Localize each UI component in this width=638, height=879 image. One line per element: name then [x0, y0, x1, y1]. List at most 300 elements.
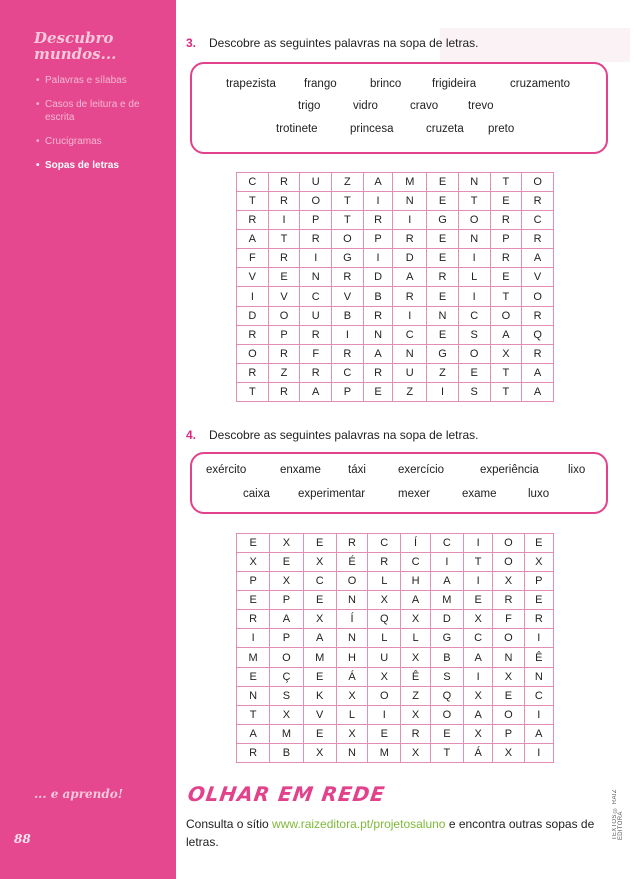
grid-cell: E [427, 173, 459, 192]
grid-row [237, 629, 554, 648]
grid-cell: M [393, 173, 427, 192]
grid-cell: R [427, 268, 459, 287]
grid-cell: E [303, 724, 336, 743]
grid-cell: C [368, 534, 401, 553]
grid-row [237, 686, 554, 705]
grid-row [237, 591, 554, 610]
grid-cell: X [303, 610, 336, 629]
grid-row [237, 743, 554, 762]
grid-row [237, 230, 554, 249]
grid-cell: X [464, 610, 493, 629]
grid-cell: G [332, 249, 364, 268]
grid-cell: Í [336, 610, 367, 629]
grid-cell: R [237, 325, 269, 344]
exercise-3-letter-grid [236, 172, 554, 402]
grid-cell: O [493, 534, 524, 553]
grid-cell: C [393, 325, 427, 344]
grid-cell: P [363, 230, 393, 249]
grid-cell: T [237, 192, 269, 211]
grid-cell: M [303, 648, 336, 667]
grid-cell: C [300, 287, 332, 306]
grid-cell: Z [427, 363, 459, 382]
grid-cell: I [427, 382, 459, 401]
grid-cell: Z [393, 382, 427, 401]
grid-cell: R [524, 610, 553, 629]
grid-cell: A [363, 173, 393, 192]
grid-cell: O [268, 306, 300, 325]
grid-cell: Ê [401, 667, 430, 686]
grid-cell: L [368, 629, 401, 648]
grid-cell: R [237, 610, 270, 629]
grid-cell: R [336, 534, 367, 553]
grid-cell: R [522, 192, 554, 211]
grid-row [237, 344, 554, 363]
grid-row [237, 192, 554, 211]
grid-cell: X [401, 610, 430, 629]
grid-row [237, 382, 554, 401]
consulta-suffix: e encontra outras sopas de letras. [186, 817, 595, 849]
grid-cell: A [430, 572, 463, 591]
grid-cell: Q [430, 686, 463, 705]
grid-cell: X [368, 667, 401, 686]
grid-cell: T [458, 192, 490, 211]
grid-cell: E [493, 686, 524, 705]
sidebar-item-sopas: • Sopas de letras [36, 159, 171, 172]
grid-cell: T [332, 192, 364, 211]
word-item: trevo [468, 100, 494, 112]
grid-cell: X [464, 724, 493, 743]
grid-cell: R [300, 230, 332, 249]
grid-cell: E [490, 268, 522, 287]
grid-cell: R [332, 268, 364, 287]
word-item: cruzamento [510, 78, 571, 90]
grid-cell: X [524, 553, 553, 572]
word-item: exame [462, 488, 497, 500]
grid-cell: T [268, 230, 300, 249]
grid-cell: O [336, 572, 367, 591]
grid-cell: X [368, 591, 401, 610]
grid-cell: P [332, 382, 364, 401]
grid-cell: T [464, 553, 493, 572]
word-item: táxi [348, 464, 366, 476]
grid-cell: X [493, 572, 524, 591]
grid-cell: F [237, 249, 269, 268]
grid-cell: R [522, 230, 554, 249]
grid-cell: A [303, 629, 336, 648]
grid-cell: S [430, 667, 463, 686]
grid-cell: N [336, 591, 367, 610]
grid-cell: E [524, 534, 553, 553]
grid-cell: N [336, 743, 367, 762]
exercise-3-text: Descobre as seguintes palavras na sopa de letras. [209, 36, 479, 50]
grid-cell: I [237, 287, 269, 306]
grid-cell: P [270, 591, 303, 610]
grid-cell: K [303, 686, 336, 705]
grid-cell: C [237, 173, 269, 192]
grid-cell: E [237, 667, 270, 686]
sidebar-bottom-title: ... e aprendo! [34, 787, 124, 801]
grid-cell: R [401, 724, 430, 743]
grid-cell: F [300, 344, 332, 363]
grid-cell: X [336, 724, 367, 743]
grid-cell: X [401, 648, 430, 667]
grid-cell: P [300, 211, 332, 230]
page-number: 88 [14, 832, 31, 846]
word-item: enxame [280, 464, 321, 476]
grid-cell: I [393, 211, 427, 230]
grid-cell: P [490, 230, 522, 249]
grid-cell: E [303, 534, 336, 553]
grid-cell: I [458, 249, 490, 268]
grid-cell: N [237, 686, 270, 705]
word-item: brinco [370, 78, 402, 90]
grid-cell: M [270, 724, 303, 743]
grid-cell: C [464, 629, 493, 648]
grid-cell: I [393, 306, 427, 325]
grid-cell: X [303, 743, 336, 762]
grid-row [237, 249, 554, 268]
grid-cell: C [430, 534, 463, 553]
grid-cell: O [332, 230, 364, 249]
grid-cell: C [458, 306, 490, 325]
grid-cell: O [522, 287, 554, 306]
grid-cell: E [524, 591, 553, 610]
grid-cell: Í [401, 534, 430, 553]
grid-cell: P [493, 724, 524, 743]
sidebar-item-casos: • Casos de leitura e de escrita [36, 98, 171, 124]
grid-cell: R [237, 743, 270, 762]
grid-row [237, 211, 554, 230]
grid-cell: E [458, 363, 490, 382]
grid-cell: N [393, 344, 427, 363]
grid-cell: R [363, 211, 393, 230]
word-item: vidro [353, 100, 378, 112]
grid-cell: R [237, 363, 269, 382]
grid-cell: U [393, 363, 427, 382]
word-item: trigo [298, 100, 321, 112]
grid-cell: B [363, 287, 393, 306]
grid-cell: N [300, 268, 332, 287]
grid-cell: N [524, 667, 553, 686]
grid-cell: T [490, 287, 522, 306]
grid-cell: A [393, 268, 427, 287]
grid-cell: A [363, 344, 393, 363]
grid-cell: S [270, 686, 303, 705]
grid-row [237, 724, 554, 743]
grid-cell: X [401, 705, 430, 724]
grid-cell: X [303, 553, 336, 572]
grid-cell: I [524, 743, 553, 762]
grid-cell: A [237, 724, 270, 743]
grid-cell: C [332, 363, 364, 382]
grid-cell: N [427, 306, 459, 325]
grid-cell: A [522, 382, 554, 401]
grid-cell: O [237, 344, 269, 363]
sidebar-menu [36, 74, 171, 183]
grid-cell: T [490, 173, 522, 192]
grid-cell: O [458, 211, 490, 230]
grid-row [237, 363, 554, 382]
grid-cell: T [237, 705, 270, 724]
olhar-em-rede-title: OLHAR EM REDE [186, 782, 387, 806]
grid-cell: É [336, 553, 367, 572]
grid-cell: I [524, 629, 553, 648]
word-item: lixo [568, 464, 586, 476]
grid-cell: Q [368, 610, 401, 629]
grid-cell: R [493, 591, 524, 610]
grid-cell: U [300, 306, 332, 325]
grid-cell: U [368, 648, 401, 667]
grid-cell: M [430, 591, 463, 610]
grid-cell: V [268, 287, 300, 306]
word-item: frango [304, 78, 337, 90]
grid-cell: E [427, 249, 459, 268]
grid-cell: R [393, 230, 427, 249]
grid-cell: I [300, 249, 332, 268]
grid-cell: T [332, 211, 364, 230]
grid-cell: I [368, 705, 401, 724]
grid-cell: L [401, 629, 430, 648]
exercise-3-number: 3. [186, 36, 197, 50]
grid-cell: C [522, 211, 554, 230]
sidebar-item-crucigramas: • Crucigramas [36, 135, 171, 148]
grid-cell: P [268, 325, 300, 344]
grid-cell: A [270, 610, 303, 629]
grid-cell: R [332, 344, 364, 363]
grid-cell: V [332, 287, 364, 306]
grid-cell: A [464, 648, 493, 667]
grid-row [237, 572, 554, 591]
grid-cell: O [430, 705, 463, 724]
grid-cell: E [303, 667, 336, 686]
grid-cell: I [237, 629, 270, 648]
grid-cell: O [493, 629, 524, 648]
grid-cell: R [490, 211, 522, 230]
grid-cell: X [493, 667, 524, 686]
grid-cell: A [522, 249, 554, 268]
grid-cell: T [490, 382, 522, 401]
grid-cell: A [401, 591, 430, 610]
sidebar-title: Descubro mundos... [34, 29, 117, 63]
exercise-4-letter-grid [236, 533, 554, 763]
word-item: exército [206, 464, 247, 476]
grid-cell: E [368, 724, 401, 743]
grid-cell: R [363, 363, 393, 382]
grid-cell: E [237, 534, 270, 553]
word-item: princesa [350, 123, 394, 135]
grid-cell: X [270, 534, 303, 553]
grid-cell: C [524, 686, 553, 705]
grid-cell: A [490, 325, 522, 344]
grid-cell: E [490, 192, 522, 211]
exercise-4-word-box [190, 452, 608, 514]
grid-cell: I [363, 192, 393, 211]
grid-cell: P [524, 572, 553, 591]
grid-cell: Ç [270, 667, 303, 686]
grid-cell: R [300, 363, 332, 382]
grid-cell: M [237, 648, 270, 667]
grid-cell: G [427, 211, 459, 230]
grid-cell: D [363, 268, 393, 287]
consulta-prefix: Consulta o sítio [186, 817, 273, 831]
grid-cell: O [493, 705, 524, 724]
grid-row [237, 287, 554, 306]
grid-cell: Z [401, 686, 430, 705]
word-item: experiência [480, 464, 539, 476]
grid-cell: N [458, 230, 490, 249]
grid-cell: X [464, 686, 493, 705]
grid-cell: V [303, 705, 336, 724]
grid-cell: A [524, 724, 553, 743]
sidebar [0, 0, 176, 879]
grid-cell: D [237, 306, 269, 325]
grid-cell: R [522, 306, 554, 325]
grid-cell: R [363, 306, 393, 325]
grid-cell: R [368, 553, 401, 572]
grid-cell: G [427, 344, 459, 363]
grid-cell: G [430, 629, 463, 648]
grid-row [237, 534, 554, 553]
olhar-em-rede-text [186, 815, 618, 851]
grid-cell: E [430, 724, 463, 743]
grid-cell: I [464, 572, 493, 591]
exercise-4-text: Descobre as seguintes palavras na sopa de letras. [209, 428, 479, 442]
grid-cell: E [427, 192, 459, 211]
grid-cell: R [490, 249, 522, 268]
grid-cell: Á [336, 667, 367, 686]
grid-cell: L [336, 705, 367, 724]
word-item: cravo [410, 100, 439, 112]
grid-cell: T [490, 363, 522, 382]
grid-cell: Ê [524, 648, 553, 667]
grid-cell: R [300, 325, 332, 344]
exercise-4-number: 4. [186, 428, 197, 442]
grid-cell: U [300, 173, 332, 192]
grid-cell: E [427, 230, 459, 249]
grid-cell: A [237, 230, 269, 249]
grid-cell: E [427, 325, 459, 344]
grid-cell: D [393, 249, 427, 268]
grid-cell: R [268, 344, 300, 363]
sidebar-item-palavras: • Palavras e sílabas [36, 74, 171, 87]
grid-cell: A [464, 705, 493, 724]
grid-cell: L [368, 572, 401, 591]
grid-cell: N [493, 648, 524, 667]
exercise-3-instruction [186, 36, 479, 50]
grid-cell: T [430, 743, 463, 762]
word-item: trotinete [276, 123, 318, 135]
grid-cell: N [336, 629, 367, 648]
grid-cell: X [237, 553, 270, 572]
grid-cell: I [363, 249, 393, 268]
grid-cell: O [300, 192, 332, 211]
grid-row [237, 610, 554, 629]
grid-cell: D [430, 610, 463, 629]
grid-cell: X [490, 344, 522, 363]
grid-row [237, 667, 554, 686]
grid-cell: A [300, 382, 332, 401]
grid-cell: X [401, 743, 430, 762]
grid-cell: N [393, 192, 427, 211]
grid-cell: I [268, 211, 300, 230]
grid-cell: C [303, 572, 336, 591]
grid-cell: I [430, 553, 463, 572]
word-item: luxo [528, 488, 550, 500]
grid-cell: R [268, 173, 300, 192]
grid-cell: H [336, 648, 367, 667]
grid-cell: I [464, 534, 493, 553]
grid-cell: S [458, 325, 490, 344]
grid-cell: E [268, 268, 300, 287]
grid-cell: B [332, 306, 364, 325]
grid-cell: R [268, 192, 300, 211]
grid-cell: V [522, 268, 554, 287]
grid-cell: I [458, 287, 490, 306]
grid-cell: X [336, 686, 367, 705]
grid-cell: X [270, 705, 303, 724]
grid-cell: E [303, 591, 336, 610]
grid-row [237, 648, 554, 667]
exercise-4-instruction [186, 428, 479, 442]
grid-cell: T [237, 382, 269, 401]
grid-cell: R [268, 249, 300, 268]
grid-cell: O [368, 686, 401, 705]
website-link[interactable]: www.raizeditora.pt/projetosaluno [272, 817, 446, 831]
grid-cell: E [237, 591, 270, 610]
word-item: cruzeta [426, 123, 464, 135]
grid-row [237, 325, 554, 344]
grid-cell: V [237, 268, 269, 287]
grid-cell: L [458, 268, 490, 287]
grid-cell: Á [464, 743, 493, 762]
grid-cell: Z [332, 173, 364, 192]
grid-cell: M [368, 743, 401, 762]
grid-cell: P [270, 629, 303, 648]
word-item: experimentar [298, 488, 366, 500]
word-item: trapezista [226, 78, 276, 90]
exercise-3-word-box [190, 62, 608, 154]
grid-cell: E [427, 287, 459, 306]
grid-row [237, 553, 554, 572]
grid-cell: R [237, 211, 269, 230]
grid-cell: B [430, 648, 463, 667]
grid-cell: O [270, 648, 303, 667]
side-credit: TEXTOS © RAIZ EDITORA [612, 789, 624, 840]
grid-cell: X [493, 743, 524, 762]
grid-cell: B [270, 743, 303, 762]
grid-row [237, 306, 554, 325]
grid-cell: O [522, 173, 554, 192]
grid-cell: H [401, 572, 430, 591]
grid-cell: O [493, 553, 524, 572]
grid-cell: E [464, 591, 493, 610]
grid-row [237, 268, 554, 287]
grid-cell: Z [268, 363, 300, 382]
grid-cell: N [458, 173, 490, 192]
grid-cell: A [522, 363, 554, 382]
grid-row [237, 705, 554, 724]
word-item: frigideira [432, 78, 477, 90]
grid-cell: R [268, 382, 300, 401]
grid-cell: X [270, 572, 303, 591]
grid-cell: I [332, 325, 364, 344]
grid-cell: F [493, 610, 524, 629]
grid-cell: R [522, 344, 554, 363]
word-item: mexer [398, 488, 430, 500]
grid-row [237, 173, 554, 192]
grid-cell: E [363, 382, 393, 401]
grid-cell: I [464, 667, 493, 686]
